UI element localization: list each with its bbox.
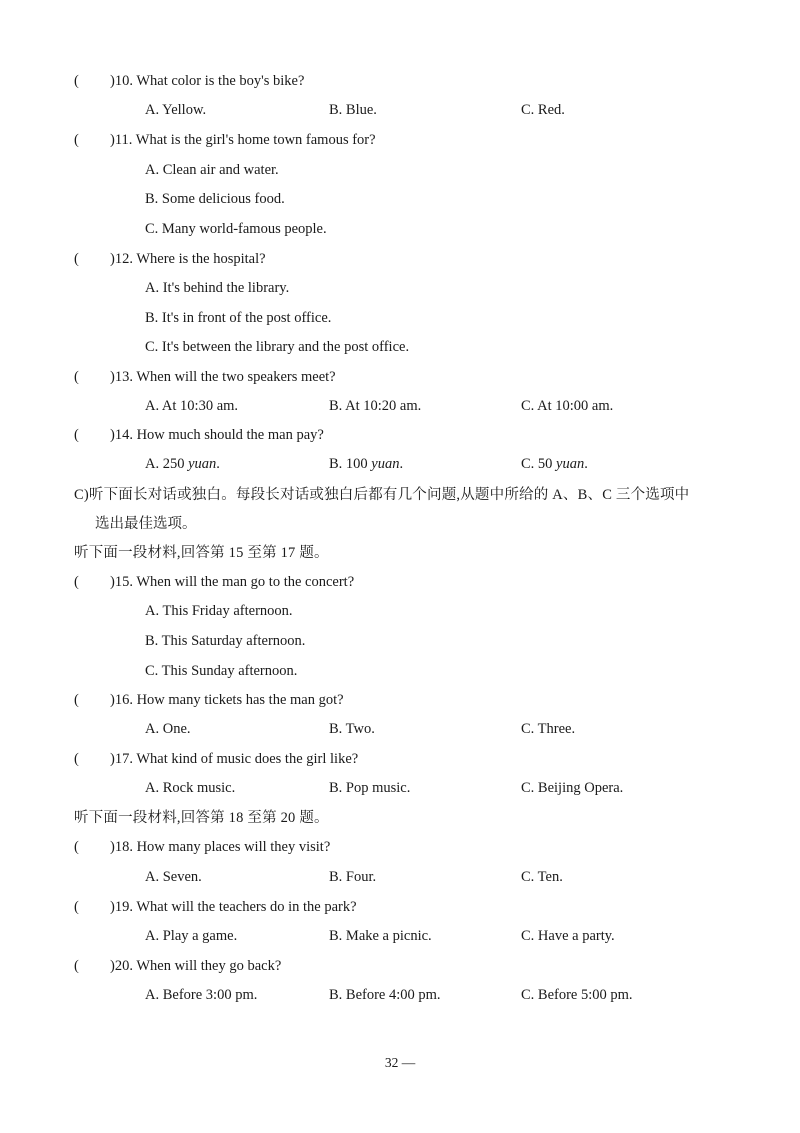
instruction-text: 听下面一段材料,回答第 15 至第 17 题。 bbox=[74, 545, 329, 561]
option-b: B. This Saturday afternoon. bbox=[145, 633, 306, 649]
option-c: C. At 10:00 am. bbox=[521, 398, 614, 414]
answer-blank-open: ( bbox=[74, 751, 79, 767]
option-a: A. Before 3:00 pm. bbox=[145, 987, 258, 1003]
answer-blank-open: ( bbox=[74, 251, 79, 267]
answer-blank-open: ( bbox=[74, 73, 79, 89]
answer-blank-open: ( bbox=[74, 958, 79, 974]
option-a: A. One. bbox=[145, 721, 191, 737]
question-10-options bbox=[0, 99, 800, 121]
section-c-line-1: C)听下面长对话或独白。每段长对话或独白后都有几个问题,从题中所给的 A、B、C 三个选项中 bbox=[74, 487, 690, 503]
answer-blank-open: ( bbox=[74, 369, 79, 385]
question-14-options bbox=[0, 453, 800, 475]
question-13 bbox=[0, 366, 800, 388]
option-b: B. Pop music. bbox=[329, 780, 411, 796]
question-text: )14. How much should the man pay? bbox=[110, 427, 324, 443]
option-b: B. Some delicious food. bbox=[145, 191, 285, 207]
section-c-heading-cont bbox=[0, 513, 800, 535]
question-11 bbox=[0, 129, 800, 151]
option-c: C. It's between the library and the post office. bbox=[145, 339, 410, 355]
option-period: . bbox=[584, 456, 588, 472]
question-text: )19. What will the teachers do in the park? bbox=[110, 899, 357, 915]
question-16 bbox=[0, 689, 800, 711]
option-row bbox=[0, 159, 800, 181]
question-17 bbox=[0, 748, 800, 770]
option-c: C. Before 5:00 pm. bbox=[521, 987, 633, 1003]
question-20 bbox=[0, 955, 800, 977]
question-16-options bbox=[0, 718, 800, 740]
question-text: )12. Where is the hospital? bbox=[110, 251, 266, 267]
question-18-options bbox=[0, 866, 800, 888]
option-row bbox=[0, 336, 800, 358]
section-c-line-2: 选出最佳选项。 bbox=[95, 516, 197, 532]
option-row bbox=[0, 218, 800, 240]
answer-blank-open: ( bbox=[74, 132, 79, 148]
option-row bbox=[0, 630, 800, 652]
option-b bbox=[329, 453, 403, 475]
question-14 bbox=[0, 424, 800, 446]
answer-blank-open: ( bbox=[74, 899, 79, 915]
question-13-options bbox=[0, 395, 800, 417]
question-17-options bbox=[0, 777, 800, 799]
option-c: C. Have a party. bbox=[521, 928, 615, 944]
question-text: )16. How many tickets has the man got? bbox=[110, 692, 344, 708]
option-b: B. Two. bbox=[329, 721, 375, 737]
option-unit: yuan bbox=[556, 456, 585, 472]
option-b: B. Make a picnic. bbox=[329, 928, 432, 944]
option-amount: C. 50 bbox=[521, 456, 553, 472]
option-b: B. Blue. bbox=[329, 102, 377, 118]
option-c: C. Beijing Opera. bbox=[521, 780, 624, 796]
option-row bbox=[0, 307, 800, 329]
answer-blank-open: ( bbox=[74, 427, 79, 443]
option-unit: yuan bbox=[188, 456, 217, 472]
question-text: )11. What is the girl's home town famous for? bbox=[110, 132, 376, 148]
question-18 bbox=[0, 836, 800, 858]
section-c-heading bbox=[0, 484, 800, 506]
option-c: C. This Sunday afternoon. bbox=[145, 663, 298, 679]
question-15 bbox=[0, 571, 800, 593]
option-a: A. Seven. bbox=[145, 869, 202, 885]
question-12 bbox=[0, 248, 800, 270]
option-amount: A. 250 bbox=[145, 456, 185, 472]
option-row bbox=[0, 600, 800, 622]
option-period: . bbox=[216, 456, 220, 472]
option-row bbox=[0, 277, 800, 299]
option-unit: yuan bbox=[371, 456, 400, 472]
question-text: )18. How many places will they visit? bbox=[110, 839, 331, 855]
question-19-options bbox=[0, 925, 800, 947]
option-c: C. Many world-famous people. bbox=[145, 221, 327, 237]
option-a: A. Rock music. bbox=[145, 780, 236, 796]
option-c: C. Ten. bbox=[521, 869, 563, 885]
question-10 bbox=[0, 70, 800, 92]
answer-blank-open: ( bbox=[74, 839, 79, 855]
option-a: A. Yellow. bbox=[145, 102, 207, 118]
option-b: B. It's in front of the post office. bbox=[145, 310, 332, 326]
question-text: )15. When will the man go to the concert? bbox=[110, 574, 355, 590]
question-text: )13. When will the two speakers meet? bbox=[110, 369, 336, 385]
option-c: C. Red. bbox=[521, 102, 565, 118]
option-a bbox=[145, 453, 220, 475]
option-b: B. Four. bbox=[329, 869, 377, 885]
answer-blank-open: ( bbox=[74, 574, 79, 590]
option-c bbox=[521, 453, 588, 475]
question-text: )17. What kind of music does the girl like? bbox=[110, 751, 359, 767]
option-a: A. At 10:30 am. bbox=[145, 398, 239, 414]
option-row bbox=[0, 660, 800, 682]
question-19 bbox=[0, 896, 800, 918]
option-c: C. Three. bbox=[521, 721, 576, 737]
page-number: 32 — bbox=[384, 1055, 416, 1070]
material-instruction-1 bbox=[0, 542, 800, 564]
option-period: . bbox=[399, 456, 404, 472]
question-text: )20. When will they go back? bbox=[110, 958, 282, 974]
question-20-options bbox=[0, 984, 800, 1006]
question-text: )10. What color is the boy's bike? bbox=[110, 73, 305, 89]
option-a: A. This Friday afternoon. bbox=[145, 603, 293, 619]
option-row bbox=[0, 188, 800, 210]
option-b: B. At 10:20 am. bbox=[329, 398, 422, 414]
material-instruction-2 bbox=[0, 807, 800, 829]
option-amount: B. 100 bbox=[329, 456, 368, 472]
option-a: A. Play a game. bbox=[145, 928, 238, 944]
instruction-text: 听下面一段材料,回答第 18 至第 20 题。 bbox=[74, 810, 329, 826]
option-a: A. Clean air and water. bbox=[145, 162, 279, 178]
answer-blank-open: ( bbox=[74, 692, 79, 708]
option-b: B. Before 4:00 pm. bbox=[329, 987, 441, 1003]
option-a: A. It's behind the library. bbox=[145, 280, 290, 296]
